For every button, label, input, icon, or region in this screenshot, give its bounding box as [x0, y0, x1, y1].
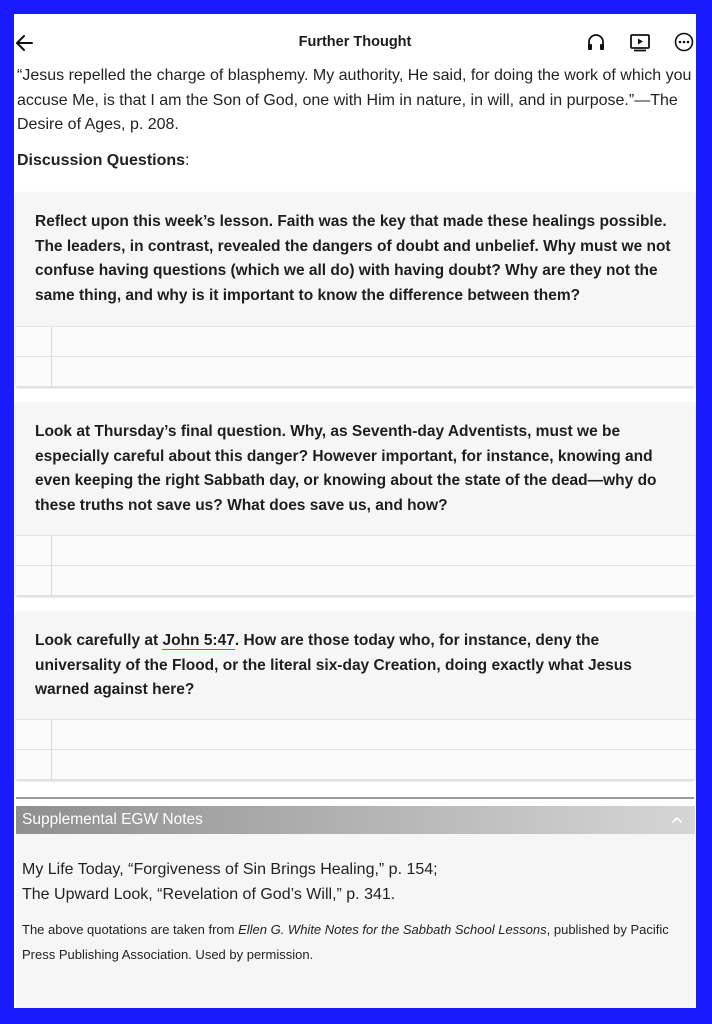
app-window	[14, 14, 696, 1008]
answer-lines[interactable]	[16, 326, 695, 387]
page-title: Further Thought	[298, 34, 412, 50]
egw-quote: “Jesus repelled the charge of blasphemy. My authority, He said, for doing the work of which you accuse Me, is that I am the Son of God, one with Him in nature, in will, and in purpose.”—The Desire of Ages, p. 208.	[17, 67, 692, 133]
egw-reference: The Upward Look, “Revelation of God’s Will,” p. 341.	[22, 885, 396, 903]
more-options-icon[interactable]	[673, 31, 695, 53]
section-divider	[16, 797, 694, 799]
answer-lines[interactable]	[16, 535, 695, 596]
chevron-up-icon[interactable]	[671, 814, 683, 826]
lesson-content	[14, 64, 696, 170]
supplemental-notes-header[interactable]	[16, 806, 695, 834]
discussion-questions-label: Discussion Questions:	[17, 151, 190, 169]
headphones-icon[interactable]	[585, 31, 607, 53]
question-card	[16, 611, 695, 780]
bible-link-john-5-47[interactable]: John 5:47	[162, 632, 235, 649]
egw-reference: My Life Today, “Forgiveness of Sin Brings Healing,” p. 154;	[22, 861, 438, 878]
question-card	[16, 192, 695, 387]
egw-references	[16, 834, 695, 907]
supplemental-notes-panel	[16, 806, 695, 1008]
question-text: Look carefully at John 5:47. How are those today who, for instance, deny the universality of the Flood, or the literal six-day Creation, doing exactly what Jesus warned against here?	[35, 632, 632, 698]
question-text: Look at Thursday’s final question. Why, as Seventh-day Adventists, must we be especially careful about this danger? However important, for instance, knowing and even keeping the right Sabbath day, or knowing about the state of the dead—why do these truths not save us? What does save us, and how?	[35, 423, 657, 514]
question-card	[16, 402, 695, 596]
top-bar	[14, 14, 696, 70]
play-video-icon[interactable]	[629, 31, 651, 53]
question-text: Reflect upon this week’s lesson. Faith was the key that made these healings possible. The leaders, in contrast, revealed the dangers of doubt and unbelief. Why must we not confuse having questions (which we all do) with having doubt? Why are they not the same thing, and why is it important to know the difference between them?	[35, 213, 671, 304]
supplemental-notes-title: Supplemental EGW Notes	[22, 811, 203, 828]
permission-note: The above quotations are taken from Ellen G. White Notes for the Sabbath School Lessons, published by Pacific Press Publishing Association. Used by permission.	[22, 922, 669, 962]
answer-lines[interactable]	[16, 719, 695, 780]
